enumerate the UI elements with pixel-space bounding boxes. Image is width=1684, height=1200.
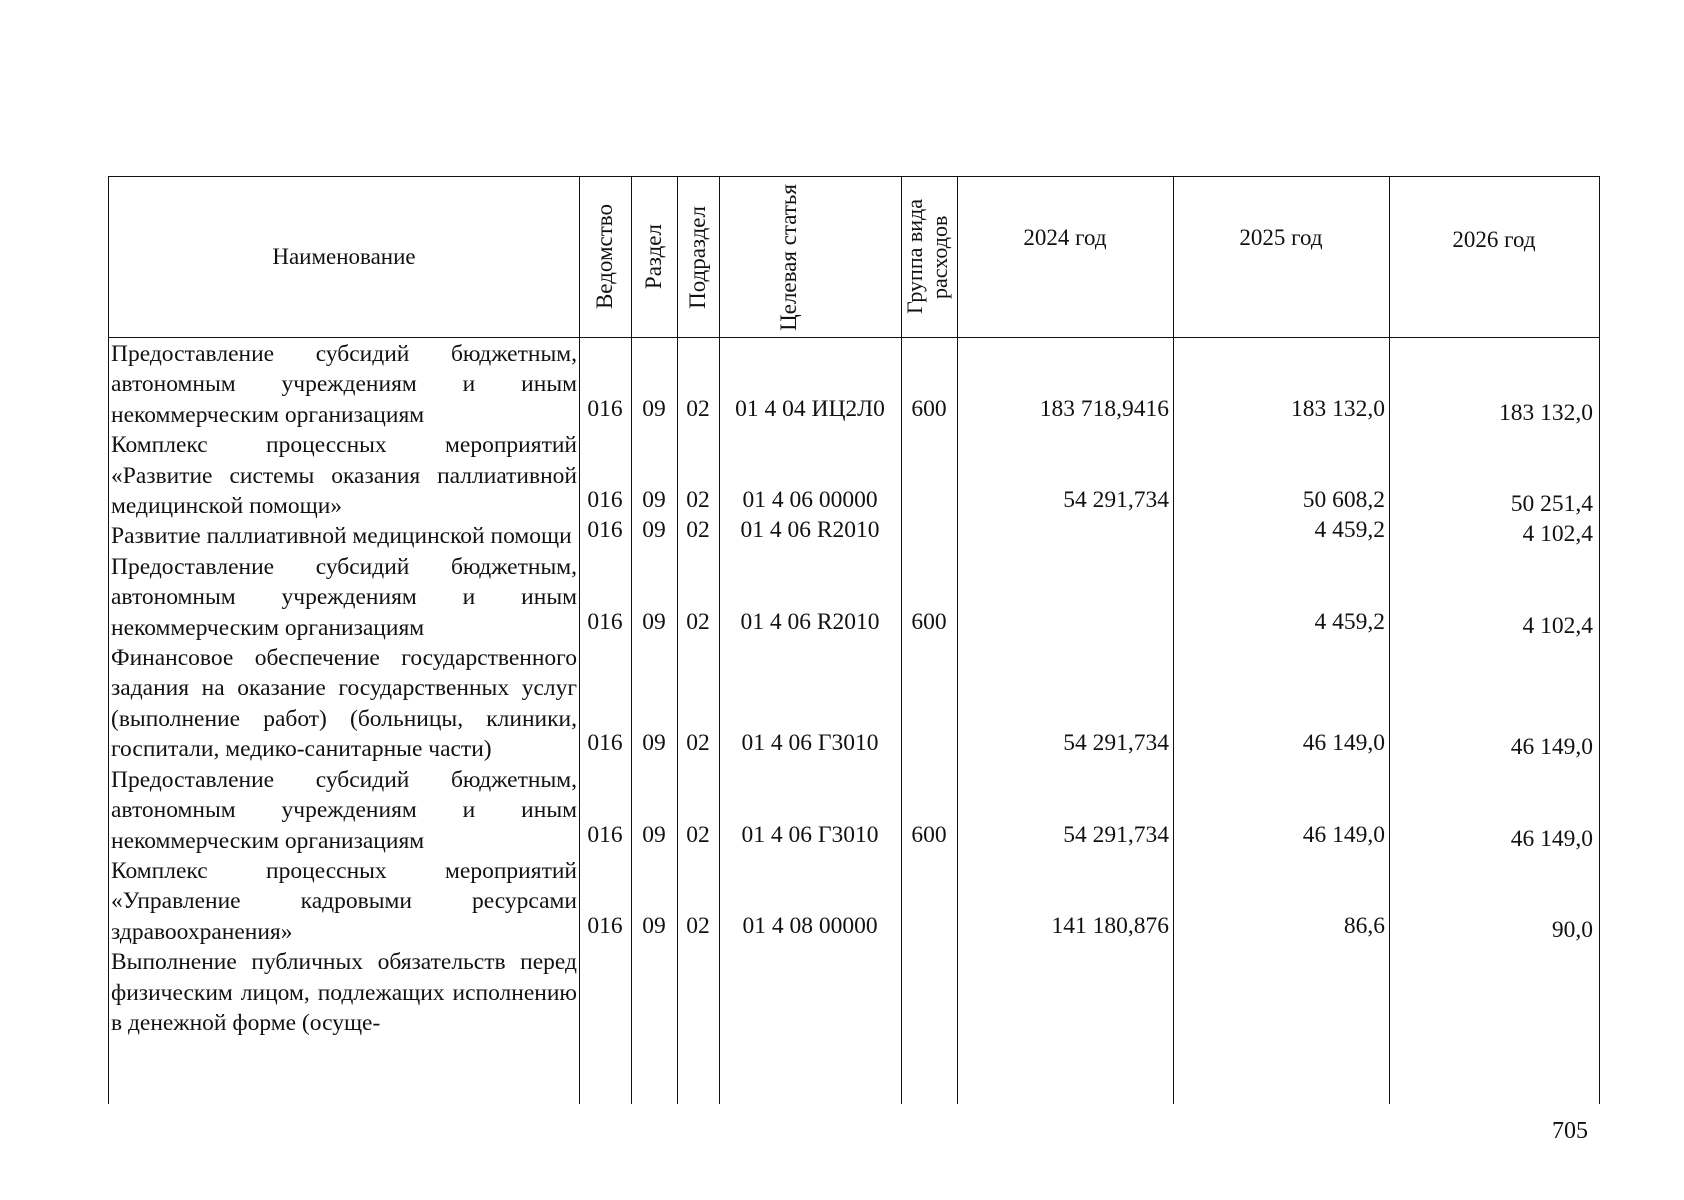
header-celevaya: [719, 177, 901, 337]
row-2024: 54 291,734: [1063, 730, 1169, 757]
row-ved: 016: [587, 730, 623, 757]
table-row: [109, 430, 1599, 521]
row-podrazdel: 02: [686, 517, 710, 544]
row-celevaya: 01 4 08 00000: [742, 912, 878, 939]
row-podrazdel: 02: [686, 487, 710, 514]
row-celevaya: 01 4 04 ИЦ2Л0: [735, 395, 885, 422]
table-row: [109, 765, 1599, 856]
row-2025: 183 132,0: [1291, 395, 1385, 422]
row-2024: 54 291,734: [1063, 487, 1169, 514]
row-podrazdel: 02: [686, 912, 710, 939]
header-2026: [1389, 177, 1599, 337]
row-name: Предоставление субсидий бюджетным, автономным учреждениям и иным некоммерческим организациям: [111, 766, 577, 854]
header-name: [109, 177, 579, 337]
budget-table: [108, 176, 1600, 1104]
header-razdel: [631, 177, 677, 337]
row-podrazdel: 02: [686, 821, 710, 848]
header-divider: [109, 337, 1599, 338]
header-razdel-label: Раздел: [640, 224, 666, 290]
table-row: [109, 339, 1599, 430]
row-2026: 46 149,0: [1510, 825, 1593, 852]
header-ved: [579, 177, 631, 337]
table-row: [109, 856, 1599, 947]
row-razdel: 09: [642, 517, 666, 544]
row-2025: 4 459,2: [1314, 517, 1385, 544]
table-body: [109, 339, 1599, 1038]
header-podrazdel: [677, 177, 719, 337]
row-razdel: 09: [642, 395, 666, 422]
row-2025: 50 608,2: [1302, 487, 1385, 514]
table-row: [109, 552, 1599, 643]
row-gruppa: 600: [911, 821, 947, 848]
header-podrazdel-label: Подраздел: [684, 205, 710, 309]
header-gruppa-label: Группа вида расходов: [902, 199, 952, 315]
row-2026: 4 102,4: [1522, 612, 1593, 639]
row-2024: 183 718,9416: [1039, 395, 1169, 422]
header-2024-label: 2024 год: [1023, 225, 1107, 250]
row-podrazdel: 02: [686, 730, 710, 757]
row-name: Развитие паллиативной медицинской помощи: [111, 523, 572, 550]
row-2026: 4 102,4: [1522, 521, 1593, 548]
row-name: Комплекс процессных мероприятий «Развитие системы оказания паллиативной медицинской помощи»: [111, 432, 577, 520]
row-name: Предоставление субсидий бюджетным, автономным учреждениям и иным некоммерческим организациям: [111, 341, 577, 428]
header-2024: [957, 177, 1173, 337]
row-name: Комплекс процессных мероприятий «Управление кадровыми ресурсами здравоохранения»: [111, 857, 577, 945]
header-gruppa: [901, 177, 957, 337]
row-2026: 183 132,0: [1499, 399, 1593, 426]
row-2026: 46 149,0: [1510, 734, 1593, 761]
table-row: [109, 643, 1599, 765]
row-2024: 141 180,876: [1051, 912, 1169, 939]
row-ved: 016: [587, 608, 623, 635]
row-celevaya: 01 4 06 00000: [742, 487, 878, 514]
row-name: Финансовое обеспечение государственного задания на оказание государственных услуг (выполнение работ) (больницы, клиники, госпитали, медико-санитарные части): [111, 645, 577, 763]
row-2026: 50 251,4: [1510, 491, 1593, 518]
row-razdel: 09: [642, 487, 666, 514]
header-name-label: Наименование: [272, 244, 416, 269]
header-celevaya-label: Целевая статья: [776, 183, 801, 331]
row-gruppa: 600: [911, 395, 947, 422]
row-razdel: 09: [642, 821, 666, 848]
row-celevaya: 01 4 06 R2010: [740, 608, 880, 635]
row-celevaya: 01 4 06 R2010: [740, 517, 880, 544]
row-2025: 4 459,2: [1314, 608, 1385, 635]
table-row: [109, 947, 1599, 1038]
row-podrazdel: 02: [686, 395, 710, 422]
row-razdel: 09: [642, 730, 666, 757]
row-2025: 46 149,0: [1302, 730, 1385, 757]
row-razdel: 09: [642, 912, 666, 939]
row-2024: 54 291,734: [1063, 821, 1169, 848]
page-number: 705: [1552, 1118, 1588, 1144]
row-2025: 86,6: [1343, 912, 1385, 939]
row-ved: 016: [587, 912, 623, 939]
row-ved: 016: [587, 487, 623, 514]
row-name: Выполнение публичных обязательств перед физическим лицом, подлежащих исполнению в денежной форме (осуще-: [111, 949, 577, 1036]
header-2025-label: 2025 год: [1239, 225, 1323, 250]
row-2026: 90,0: [1551, 916, 1593, 943]
row-celevaya: 01 4 06 Г3010: [741, 730, 879, 757]
row-name: Предоставление субсидий бюджетным, автономным учреждениям и иным некоммерческим организациям: [111, 553, 577, 641]
table-row: [109, 517, 1599, 551]
row-celevaya: 01 4 06 Г3010: [741, 821, 879, 848]
row-ved: 016: [587, 517, 623, 544]
row-razdel: 09: [642, 608, 666, 635]
header-2025: [1173, 177, 1389, 337]
header-ved-label: Ведомство: [591, 204, 617, 310]
header-2026-label: 2026 год: [1452, 227, 1536, 252]
row-podrazdel: 02: [686, 608, 710, 635]
row-gruppa: 600: [911, 608, 947, 635]
row-ved: 016: [587, 821, 623, 848]
row-2025: 46 149,0: [1302, 821, 1385, 848]
row-ved: 016: [587, 395, 623, 422]
